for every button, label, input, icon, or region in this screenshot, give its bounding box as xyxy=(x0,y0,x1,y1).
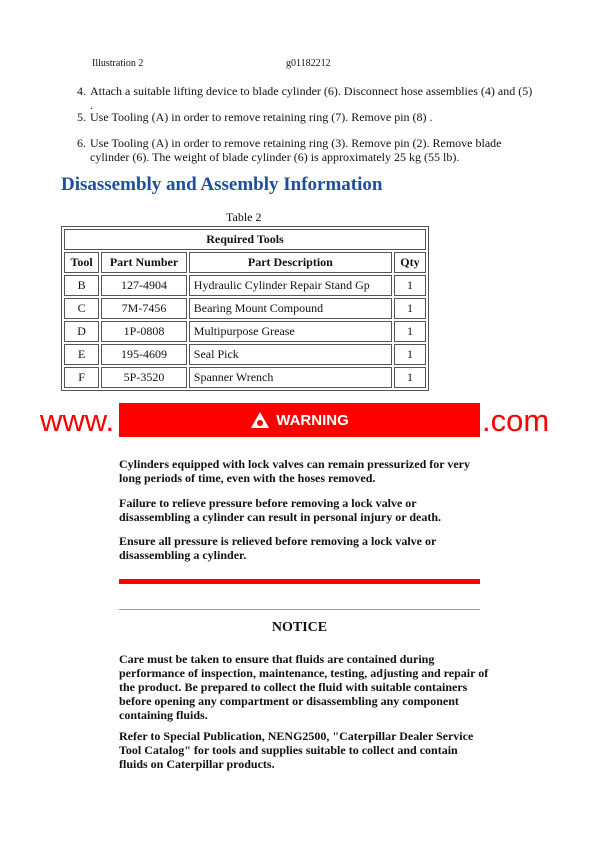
section-title: Disassembly and Assembly Information xyxy=(61,174,383,195)
notice-title: NOTICE xyxy=(271,620,328,635)
step-4 xyxy=(77,84,537,112)
warning-paragraph: Cylinders equipped with lock valves can remain pressurized for very long periods of time, even with the hoses removed. xyxy=(119,457,470,485)
qty-cell: 1 xyxy=(394,367,426,388)
step-number: 6. xyxy=(77,136,86,150)
part-description-cell: Spanner Wrench xyxy=(189,367,392,388)
qty-cell: 1 xyxy=(394,321,426,342)
header-part-number: Part Number xyxy=(101,252,187,273)
step-number: 4. xyxy=(77,84,86,98)
notice-paragraph: Refer to Special Publication, NENG2500, "Caterpillar Dealer Service Tool Catalog" for tools and supplies suitable to collect and contain fluids on Caterpillar products. xyxy=(119,729,474,771)
part-number-cell: 7M-7456 xyxy=(101,298,187,319)
tool-cell: F xyxy=(64,367,99,388)
qty-cell: 1 xyxy=(394,298,426,319)
warning-banner xyxy=(119,403,480,437)
notice-paragraph: Care must be taken to ensure that fluids are contained during performance of inspection, maintenance, testing, adjusting and repair of the product. Be prepared to collect the fluid with suitable containers before opening any compartment or disassembling any component containing fluids. xyxy=(119,652,489,722)
qty-cell: 1 xyxy=(394,344,426,365)
table-row xyxy=(64,344,426,365)
part-description-cell: Hydraulic Cylinder Repair Stand Gp xyxy=(189,275,392,296)
header-qty: Qty xyxy=(394,252,426,273)
step-text: Use Tooling (A) in order to remove retaining ring (7). Remove pin (8) . xyxy=(90,110,433,124)
warning-divider xyxy=(119,579,480,584)
illustration-code: g01182212 xyxy=(286,58,331,69)
qty-cell: 1 xyxy=(394,275,426,296)
part-number-cell: 195-4609 xyxy=(101,344,187,365)
warning-label: WARNING xyxy=(276,411,349,429)
part-number-cell: 1P-0808 xyxy=(101,321,187,342)
header-tool: Tool xyxy=(64,252,99,273)
table-title: Required Tools xyxy=(64,229,426,250)
warning-triangle-icon xyxy=(250,411,270,429)
notice-divider xyxy=(119,609,480,610)
tool-cell: D xyxy=(64,321,99,342)
step-6 xyxy=(77,136,539,164)
warning-paragraph: Ensure all pressure is relieved before removing a lock valve or disassembling a cylinder. xyxy=(119,534,437,562)
part-description-cell: Multipurpose Grease xyxy=(189,321,392,342)
part-description-cell: Seal Pick xyxy=(189,344,392,365)
part-description-cell: Bearing Mount Compound xyxy=(189,298,392,319)
illustration-label: Illustration 2 xyxy=(92,58,144,69)
table-caption: Table 2 xyxy=(226,210,262,224)
part-number-cell: 127-4904 xyxy=(101,275,187,296)
table-row xyxy=(64,275,426,296)
watermark-left: www. xyxy=(40,403,115,438)
step-text: Attach a suitable lifting device to blade cylinder (6). Disconnect hose assemblies (4) and (5) . xyxy=(90,84,533,112)
tool-cell: C xyxy=(64,298,99,319)
step-5 xyxy=(77,110,537,124)
warning-paragraph: Failure to relieve pressure before removing a lock valve or disassembling a cylinder can result in personal injury or death. xyxy=(119,496,442,524)
table-row xyxy=(64,367,426,388)
required-tools-table xyxy=(61,226,429,391)
watermark-right: .com xyxy=(482,403,550,438)
header-part-description: Part Description xyxy=(189,252,392,273)
tool-cell: B xyxy=(64,275,99,296)
table-row xyxy=(64,298,426,319)
step-text: Use Tooling (A) in order to remove retaining ring (3). Remove pin (2). Remove blade cylinder (6). The weight of blade cylinder (6) is approximately 25 kg (55 lb). xyxy=(90,136,502,164)
table-row xyxy=(64,321,426,342)
tool-cell: E xyxy=(64,344,99,365)
step-number: 5. xyxy=(77,110,86,124)
part-number-cell: 5P-3520 xyxy=(101,367,187,388)
